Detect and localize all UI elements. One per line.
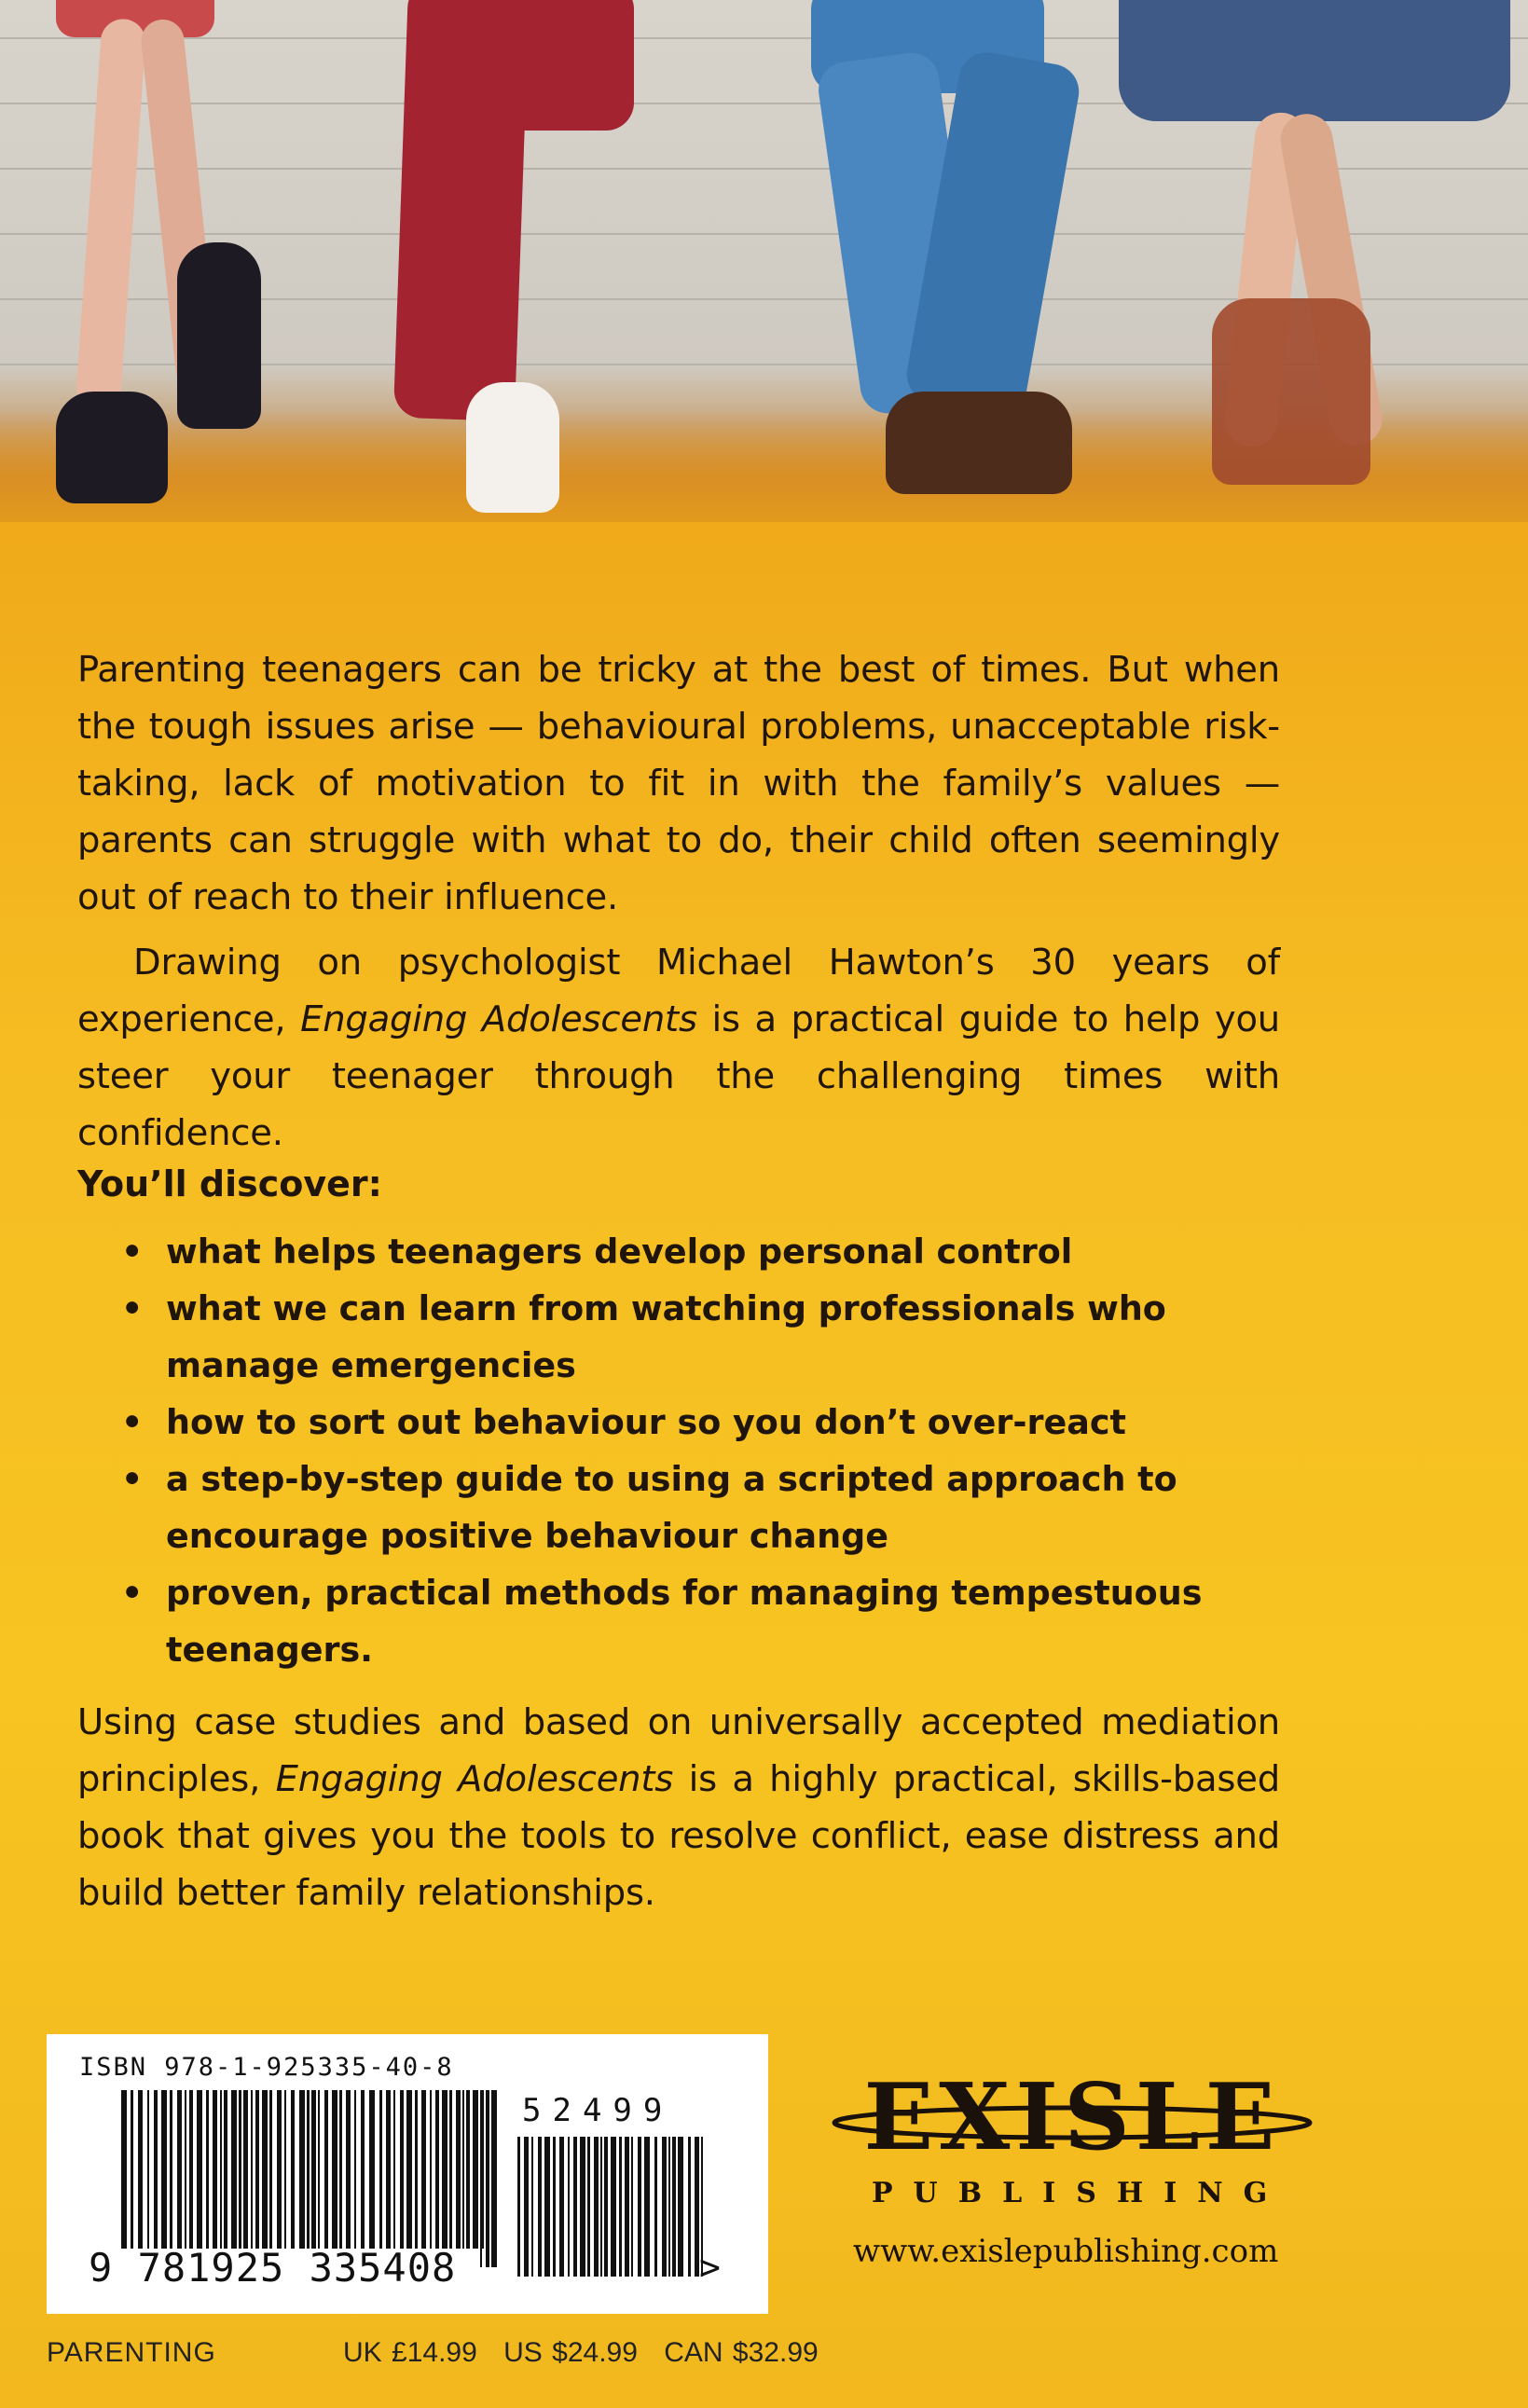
barcode-bar [332, 2090, 337, 2249]
price-uk: UK £14.99 [343, 2337, 477, 2368]
barcode-bar [473, 2090, 478, 2249]
barcode-bar [456, 2090, 461, 2249]
barcode-bar [678, 2137, 683, 2277]
bullet-item: • how to sort out behaviour so you don’t over-react [121, 1394, 1259, 1451]
blurb-text: Using case studies and based on universally accepted mediation principles, [77, 1701, 1280, 1800]
barcode-bar [604, 2137, 608, 2277]
barcode-bar [393, 2090, 395, 2249]
barcode-bar [339, 2090, 342, 2249]
book-title-italic: Engaging Adolescents [300, 998, 697, 1040]
bullet-item: • proven, practical methods for managing tempestuous teenagers. [121, 1564, 1259, 1678]
barcode-bar [491, 2090, 497, 2267]
barcode-bar [206, 2090, 209, 2249]
barcode-bar [415, 2090, 418, 2249]
barcode-bar [462, 2090, 464, 2249]
barcode-bar [406, 2090, 412, 2249]
barcode-bar [544, 2137, 550, 2277]
barcode-bar [269, 2090, 272, 2249]
barcode-bar [318, 2090, 320, 2249]
blurb-text: is a highly practical, skills-based book that gives you the tools to resolve conflict, ease distress and build better family relationships. [77, 1758, 1280, 1914]
barcode-bar [466, 2090, 470, 2249]
price-can: CAN $32.99 [664, 2337, 819, 2368]
price-list [343, 2337, 835, 2369]
discover-bullet-list [121, 1223, 1259, 1678]
barcode-bar [170, 2090, 172, 2249]
barcode-bar [255, 2090, 259, 2249]
barcode-bar [346, 2090, 351, 2249]
barcode-bar [668, 2137, 670, 2277]
barcode-bar [638, 2137, 641, 2277]
barcode-bar [400, 2090, 404, 2249]
barcode-bar [580, 2137, 585, 2277]
barcode-bar [449, 2090, 452, 2249]
barcode-bar [619, 2137, 622, 2277]
barcode-bar [311, 2090, 316, 2249]
barcode-bar [538, 2137, 542, 2277]
blurb-second-paragraph [77, 934, 1280, 1162]
barcode-bar [251, 2090, 253, 2249]
barcode-bar [277, 2090, 282, 2249]
barcode-bar [386, 2090, 391, 2249]
barcode-bar [379, 2090, 382, 2249]
barcode-bar [299, 2090, 305, 2249]
barcode-bar [224, 2090, 227, 2249]
barcode-bar [121, 2090, 127, 2249]
barcode-bar [231, 2090, 237, 2249]
barcode-bar [559, 2137, 564, 2277]
barcode-bar [631, 2137, 633, 2277]
barcode-bar [421, 2090, 426, 2249]
barcode-bar [517, 2137, 520, 2277]
barcode-bar [587, 2137, 590, 2277]
barcode-bar [442, 2090, 447, 2249]
barcode-bar [568, 2137, 570, 2277]
barcode-bar [553, 2137, 556, 2277]
barcode-bar [284, 2090, 286, 2249]
barcode-bar [354, 2090, 356, 2249]
category-label: PARENTING [47, 2337, 216, 2368]
barcode-bar [177, 2090, 182, 2249]
barcode-bar [654, 2137, 657, 2277]
barcode-bar [662, 2137, 667, 2277]
barcode-bar [524, 2137, 529, 2277]
barcode-bar [161, 2090, 167, 2249]
barcode-bar [369, 2090, 375, 2249]
barcode-bar [688, 2137, 691, 2277]
barcode-bar [138, 2090, 143, 2249]
barcode-bar [600, 2137, 602, 2277]
barcode-bar [154, 2090, 158, 2249]
barcode-bar [307, 2090, 310, 2249]
barcode-bar [262, 2090, 268, 2249]
barcode-bar [147, 2090, 149, 2249]
barcode-bar [197, 2090, 202, 2249]
barcode-bar [239, 2090, 241, 2249]
barcode-bar [573, 2137, 577, 2277]
barcode-bar [644, 2137, 650, 2277]
barcode-bar [213, 2090, 217, 2249]
isbn-digits: 9 781925 335408 [89, 2245, 457, 2291]
barcode-bar [291, 2090, 295, 2249]
barcode-bar [611, 2137, 616, 2277]
book-title-italic: Engaging Adolescents [275, 1758, 674, 1800]
barcode-bar [220, 2090, 222, 2249]
bullet-item: • a step-by-step guide to using a scripted approach to encourage positive behaviour change [121, 1451, 1259, 1564]
logo-wordmark: EXISLE [863, 2065, 1281, 2171]
barcode-bar [594, 2137, 599, 2277]
blurb-closing-paragraph [77, 1694, 1280, 1921]
barcode-bar [243, 2090, 248, 2249]
blurb-intro-paragraph: Parenting teenagers can be tricky at the best of times. But when the tough issues arise — behavioural problems, unacceptable risk-taking, lack of motivation to fit in with the family’s values — parents can struggle with what to do, their child often seemingly out of reach to their influence. [77, 649, 1280, 918]
publisher-url: www.exislepublishing.com [853, 2233, 1279, 2270]
barcode-bar [430, 2090, 432, 2249]
barcode-bar [531, 2137, 533, 2277]
price-code: 52499 [522, 2092, 674, 2129]
barcode-bar [435, 2090, 439, 2249]
price-us: US $24.99 [503, 2337, 638, 2368]
isbn-label: ISBN 978-1-925335-40-8 [79, 2053, 454, 2082]
barcode-bar [189, 2090, 193, 2249]
discover-heading: You’ll discover: [77, 1163, 382, 1204]
barcode-bar [486, 2090, 489, 2267]
barcode-arrow: > [699, 2247, 721, 2288]
barcode-bar [361, 2090, 365, 2249]
blurb-text: is a practical guide to help you steer your teenager through the challenging times with confidence. [77, 998, 1280, 1154]
blurb-text: Drawing on psychologist Michael Hawton’s 30 years of experience, [77, 942, 1280, 1040]
barcode-bar [185, 2090, 186, 2249]
barcode-bar [131, 2090, 133, 2249]
barcode-bar [324, 2090, 328, 2249]
bullet-item: • what we can learn from watching professionals who manage emergencies [121, 1280, 1259, 1394]
barcode-bar [672, 2137, 676, 2277]
cover-photo-teen-legs [0, 0, 1528, 522]
barcode-bar [480, 2090, 482, 2267]
barcode-bar [625, 2137, 629, 2277]
publisher-subtitle: PUBLISHING [872, 2177, 1288, 2209]
bullet-item: • what helps teenagers develop personal control [121, 1223, 1259, 1280]
